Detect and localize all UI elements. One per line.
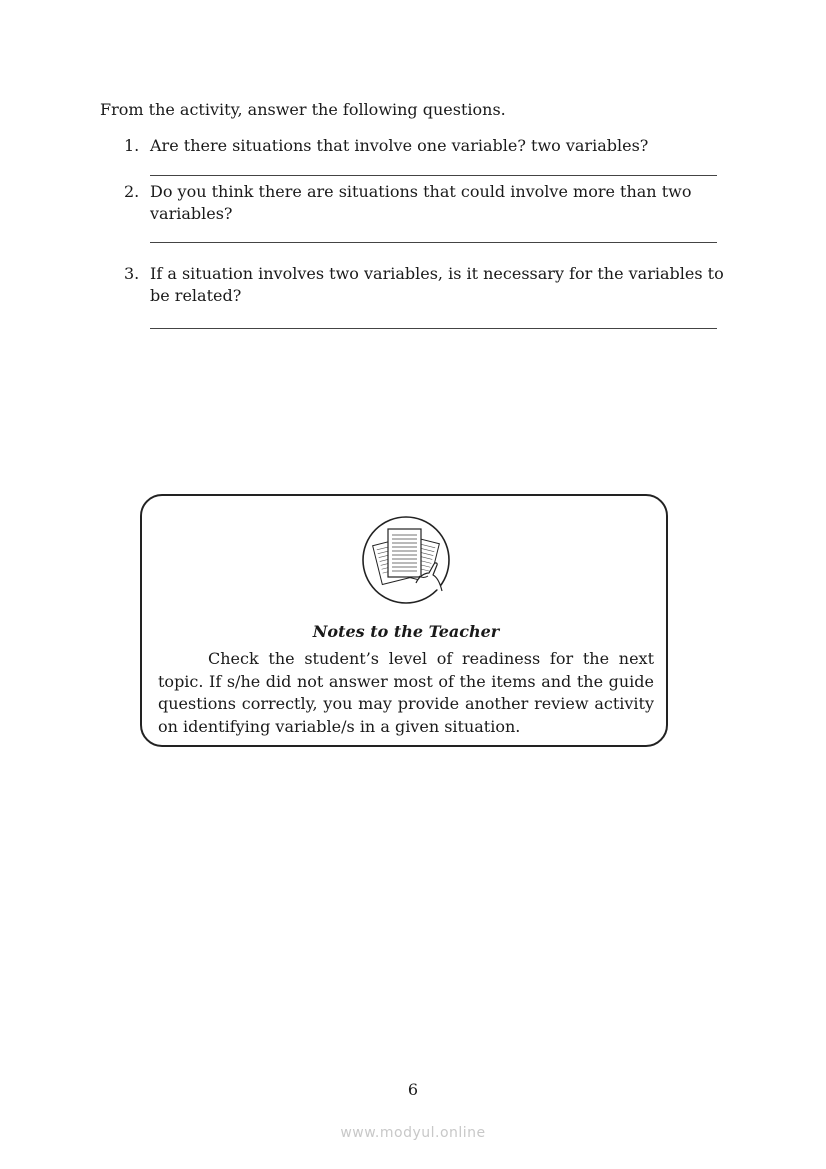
page-number: 6 — [407, 1080, 419, 1099]
question-number: 2. — [124, 182, 140, 201]
question-text: If a situation involves two variables, is it necessary for the variables to be related? — [150, 264, 724, 305]
question-text: Do you think there are situations that could involve more than two variables? — [150, 182, 692, 223]
notes-to-teacher-box — [140, 494, 668, 747]
answer-line-2 — [150, 242, 717, 243]
notes-body: Check the student’s level of readiness for the next topic. If s/he did not answer most of the items and the guide questions correctly, you may provide another review activity on identifying variable/s in a given situation. — [158, 649, 654, 736]
question-number: 1. — [124, 136, 140, 155]
documents-in-hand-icon — [361, 515, 451, 605]
notes-title: Notes to the Teacher — [312, 622, 500, 641]
answer-line-3 — [150, 328, 717, 329]
watermark: www.modyul.online — [340, 1125, 486, 1141]
question-number: 3. — [124, 264, 140, 283]
answer-line-1 — [150, 175, 717, 176]
question-text: Are there situations that involve one variable? two variables? — [150, 136, 649, 155]
instructions: From the activity, answer the following questions. — [100, 100, 506, 119]
